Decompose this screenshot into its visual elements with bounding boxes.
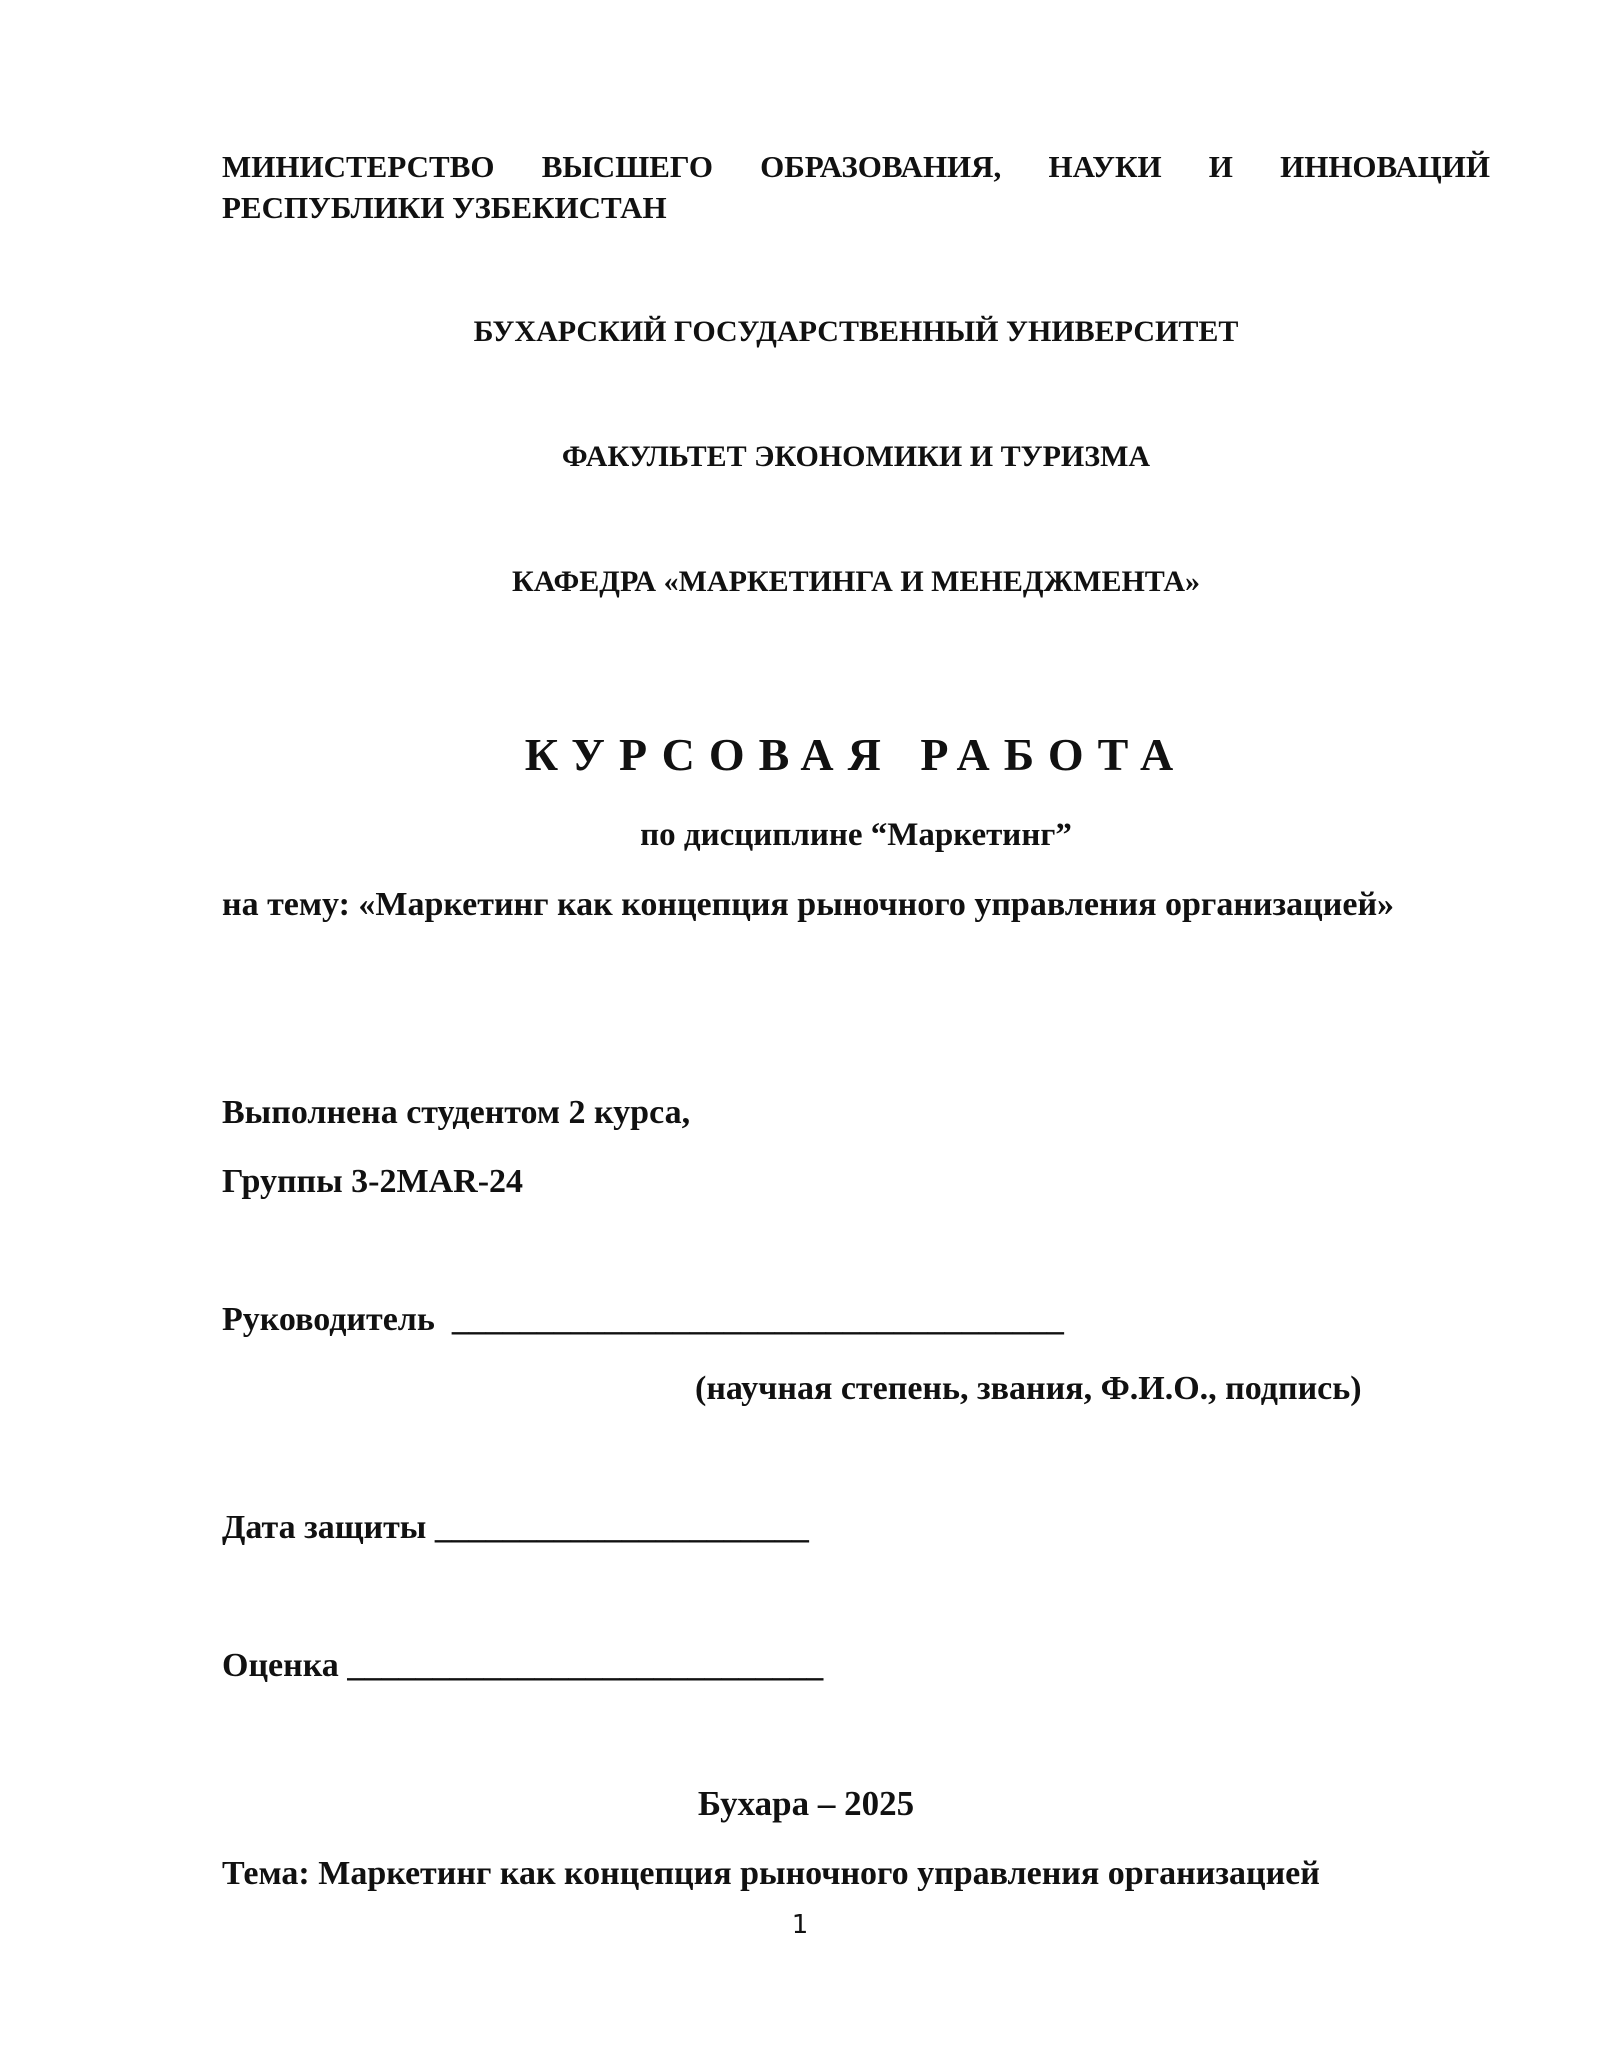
supervisor-note: (научная степень, звания, Ф.И.О., подпись) [695, 1370, 1362, 1407]
discipline-line: по дисциплине “Маркетинг” [640, 817, 1072, 853]
group-line: Группы 3-2MAR-24 [222, 1163, 524, 1200]
topic-line: на тему: «Маркетинг как концепция рыночного управления организацией» [222, 886, 1395, 923]
defense-date-line: Дата защиты ______________________ [222, 1509, 809, 1546]
ministry-header [222, 146, 1490, 228]
university-name: БУХАРСКИЙ ГОСУДАРСТВЕННЫЙ УНИВЕРСИТЕТ [473, 315, 1239, 348]
grade-line: Оценка ____________________________ [222, 1647, 824, 1684]
ministry-line-2: РЕСПУБЛИКИ УЗБЕКИСТАН [222, 190, 667, 225]
bottom-topic-line: Тема: Маркетинг как концепция рыночного управления организацией [222, 1855, 1320, 1892]
supervisor-line: Руководитель ____________________________________ [222, 1301, 1064, 1338]
work-type-title: КУРСОВАЯ РАБОТА [524, 729, 1188, 780]
faculty-name: ФАКУЛЬТЕТ ЭКОНОМИКИ И ТУРИЗМА [561, 440, 1151, 473]
ministry-line-1: МИНИСТЕРСТВО ВЫСШЕГО ОБРАЗОВАНИЯ, НАУКИ И ИННОВАЦИЙ [222, 149, 1490, 184]
department-name: КАФЕДРА «МАРКЕТИНГА И МЕНЕДЖМЕНТА» [512, 565, 1200, 598]
city-year: Бухара – 2025 [697, 1784, 915, 1823]
performed-by-line: Выполнена студентом 2 курса, [222, 1094, 691, 1131]
page-number: 1 [791, 1910, 809, 1940]
